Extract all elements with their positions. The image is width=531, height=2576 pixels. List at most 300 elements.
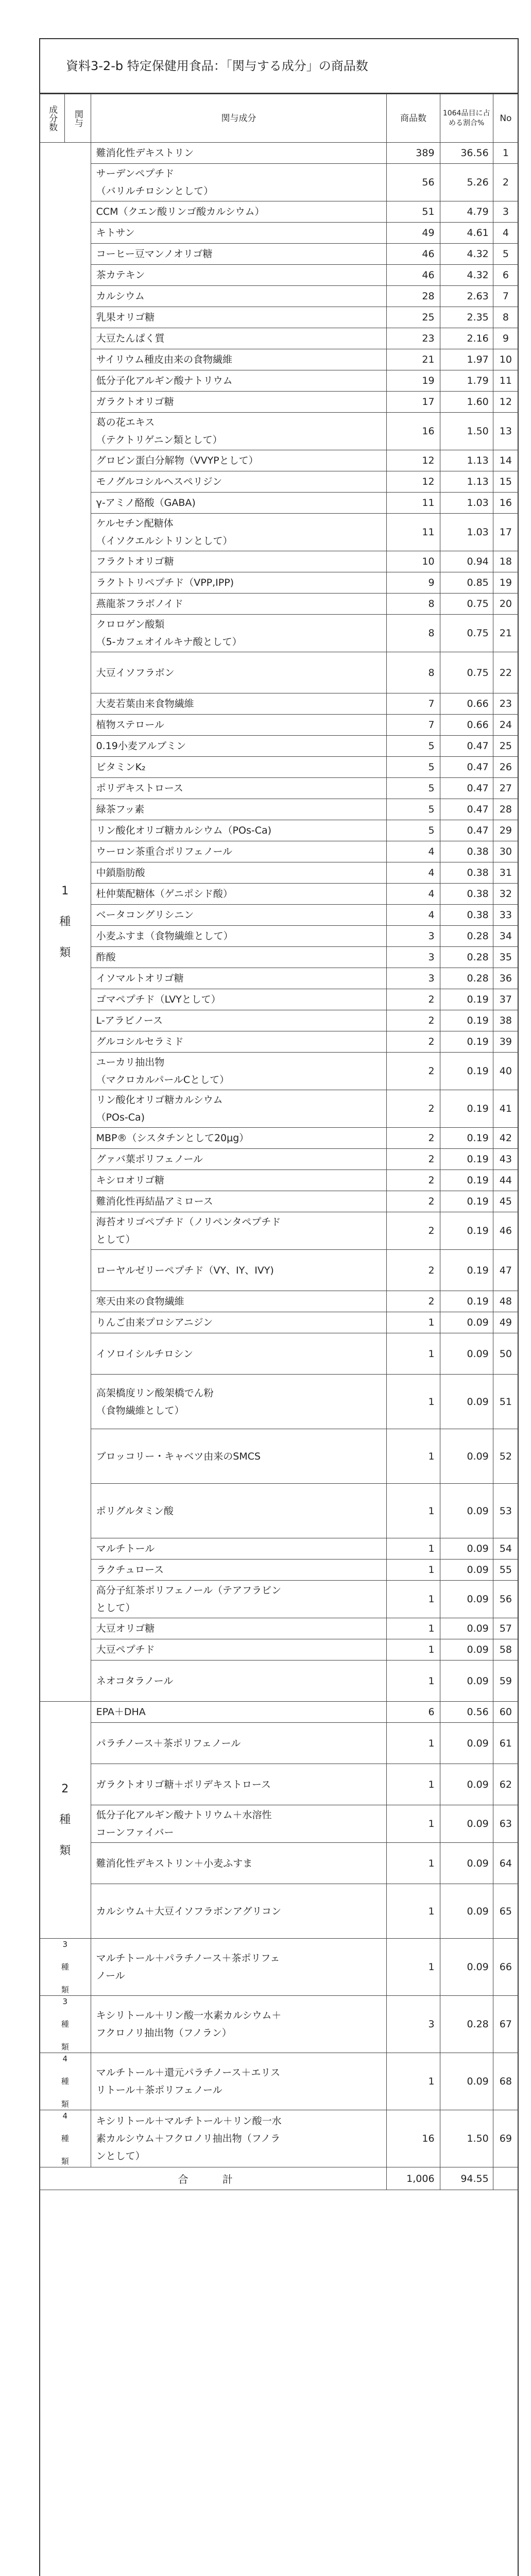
component-name xyxy=(91,1312,387,1333)
row-number: 49 xyxy=(493,1312,518,1333)
ratio-value: 0.38 xyxy=(440,884,493,905)
product-count: 5 xyxy=(387,757,440,778)
product-count: 1 xyxy=(387,1333,440,1375)
row-number: 19 xyxy=(493,572,518,594)
product-count: 46 xyxy=(387,265,440,286)
component-name xyxy=(91,1996,387,2053)
component-name-line: ポリデキストロース xyxy=(96,783,183,794)
component-name xyxy=(91,392,387,413)
table-row xyxy=(40,1843,519,1884)
ratio-value: 0.75 xyxy=(440,594,493,615)
table-row xyxy=(40,223,519,244)
row-number: 60 xyxy=(493,1702,518,1723)
row-number: 2 xyxy=(493,164,518,201)
component-name-line: ユーカリ抽出物 xyxy=(96,1057,165,1068)
component-name xyxy=(91,413,387,450)
ratio-value: 0.09 xyxy=(440,1581,493,1618)
table-row xyxy=(40,615,519,652)
component-name-line: 大豆オリゴ糖 xyxy=(96,1623,155,1634)
component-name xyxy=(91,862,387,884)
component-name xyxy=(91,1723,387,1764)
ratio-value: 1.79 xyxy=(440,370,493,392)
table-row xyxy=(40,286,519,307)
product-count: 1 xyxy=(387,1764,440,1805)
component-name-line: クロロゲン酸類 xyxy=(96,619,165,630)
component-name-line: カルシウム xyxy=(96,291,145,302)
component-name-line: りんご由来プロシアニジン xyxy=(96,1317,213,1328)
ratio-value: 1.50 xyxy=(440,2110,493,2167)
component-name xyxy=(91,778,387,799)
component-name xyxy=(91,1581,387,1618)
ratio-value: 1.03 xyxy=(440,514,493,551)
table-row xyxy=(40,693,519,715)
component-name-line: 高架橋度リン酸架橋でん粉 xyxy=(96,1387,214,1399)
row-number: 58 xyxy=(493,1639,518,1660)
component-name xyxy=(91,349,387,370)
product-count: 2 xyxy=(387,1212,440,1250)
component-name-line: 大豆たんぱく質 xyxy=(96,333,165,344)
component-name-line: グァバ葉ポリフェノール xyxy=(96,1154,203,1165)
component-name-line: （マクロカルパールCとして） xyxy=(96,1074,230,1086)
component-name-line: 難消化性再結晶アミロース xyxy=(96,1196,213,1207)
table-row xyxy=(40,1149,519,1170)
product-count: 5 xyxy=(387,799,440,820)
component-name-line: 緑茶フッ素 xyxy=(96,804,145,815)
component-name xyxy=(91,1764,387,1805)
component-name-line: 中鎖脂肪酸 xyxy=(96,867,145,878)
component-name-line: 難消化性デキストリン xyxy=(96,147,194,159)
ratio-value: 0.75 xyxy=(440,615,493,652)
component-name xyxy=(91,736,387,757)
ratio-value: 0.47 xyxy=(440,820,493,841)
component-name-line: フクロノリ抽出物（フノラン） xyxy=(96,2027,232,2039)
table-row xyxy=(40,450,519,471)
product-count: 1 xyxy=(387,1805,440,1843)
product-count: 1 xyxy=(387,1560,440,1581)
table-row xyxy=(40,265,519,286)
table-row xyxy=(40,1764,519,1805)
table-row xyxy=(40,1996,519,2053)
component-name-line: サイリウム種皮由来の食物繊維 xyxy=(96,354,233,365)
table-row xyxy=(40,1581,519,1618)
table-row xyxy=(40,905,519,926)
component-name xyxy=(91,1560,387,1581)
component-name xyxy=(91,947,387,968)
product-count: 3 xyxy=(387,968,440,989)
row-number: 28 xyxy=(493,799,518,820)
component-name xyxy=(91,1884,387,1939)
product-count: 2 xyxy=(387,1250,440,1291)
table-row xyxy=(40,715,519,736)
component-name-line: 大麦若葉由来食物繊維 xyxy=(96,698,194,709)
ratio-value: 0.09 xyxy=(440,1618,493,1639)
component-name-line: 植物ステロール xyxy=(96,719,164,731)
component-name xyxy=(91,693,387,715)
product-count: 2 xyxy=(387,1031,440,1053)
row-number: 29 xyxy=(493,820,518,841)
row-number: 10 xyxy=(493,349,518,370)
table-row xyxy=(40,307,519,328)
product-count: 10 xyxy=(387,551,440,572)
row-number: 20 xyxy=(493,594,518,615)
product-count: 12 xyxy=(387,450,440,471)
component-name xyxy=(91,884,387,905)
component-name xyxy=(91,2053,387,2110)
row-number: 38 xyxy=(493,1010,518,1031)
ratio-value: 0.09 xyxy=(440,1884,493,1939)
table-row xyxy=(40,862,519,884)
ratio-value: 0.09 xyxy=(440,1538,493,1560)
table-row xyxy=(40,778,519,799)
row-number: 45 xyxy=(493,1191,518,1212)
component-name-line: コーヒー豆マンノオリゴ糖 xyxy=(96,248,213,260)
component-name xyxy=(91,244,387,265)
row-number: 39 xyxy=(493,1031,518,1053)
table-row xyxy=(40,989,519,1010)
row-number: 5 xyxy=(493,244,518,265)
product-count: 2 xyxy=(387,1090,440,1128)
header-count-kinds: 成分数 xyxy=(40,94,65,143)
component-name xyxy=(91,370,387,392)
ratio-value: 0.28 xyxy=(440,1996,493,2053)
ratio-value: 0.09 xyxy=(440,1560,493,1581)
row-number: 57 xyxy=(493,1618,518,1639)
document-title: 資料3-2-b 特定保健用食品：「関与する成分」の商品数 xyxy=(39,38,519,94)
row-number: 37 xyxy=(493,989,518,1010)
component-name-line: 大豆ペプチド xyxy=(96,1644,155,1655)
table-row xyxy=(40,2110,519,2167)
component-name xyxy=(91,652,387,693)
product-count: 12 xyxy=(387,471,440,493)
row-number: 54 xyxy=(493,1538,518,1560)
product-count: 8 xyxy=(387,652,440,693)
row-number: 35 xyxy=(493,947,518,968)
row-number: 12 xyxy=(493,392,518,413)
component-name xyxy=(91,1484,387,1538)
table-row xyxy=(40,947,519,968)
table-row xyxy=(40,244,519,265)
product-count: 5 xyxy=(387,736,440,757)
table-row xyxy=(40,1128,519,1149)
component-name xyxy=(91,799,387,820)
row-number: 40 xyxy=(493,1053,518,1090)
component-name-line: MBP®（シスタチンとして20μg） xyxy=(96,1132,249,1144)
row-number: 63 xyxy=(493,1805,518,1843)
table-row xyxy=(40,799,519,820)
component-name-line: ローヤルゼリーペプチド（VY、IY、IVY) xyxy=(96,1264,274,1276)
component-name xyxy=(91,989,387,1010)
table-row xyxy=(40,926,519,947)
component-name-line: EPA＋DHA xyxy=(96,1706,146,1718)
component-name-line: γ-アミノ酪酸（GABA) xyxy=(96,497,196,509)
product-count: 1 xyxy=(387,1884,440,1939)
row-number: 42 xyxy=(493,1128,518,1149)
ratio-value: 1.13 xyxy=(440,450,493,471)
row-number: 30 xyxy=(493,841,518,862)
table-row xyxy=(40,413,519,450)
product-count: 11 xyxy=(387,514,440,551)
product-count: 1 xyxy=(387,1538,440,1560)
row-number: 47 xyxy=(493,1250,518,1291)
ratio-value: 4.32 xyxy=(440,244,493,265)
ratio-value: 0.09 xyxy=(440,2053,493,2110)
component-name xyxy=(91,143,387,164)
ratio-value: 0.19 xyxy=(440,1212,493,1250)
component-name xyxy=(91,1250,387,1291)
ratio-value: 0.09 xyxy=(440,1484,493,1538)
component-name-line: （食物繊維として） xyxy=(96,1404,184,1416)
product-count: 5 xyxy=(387,820,440,841)
component-name-line: ブロッコリー・キャベツ由来のSMCS xyxy=(96,1450,261,1462)
table-row xyxy=(40,349,519,370)
component-name-line: ンとして） xyxy=(96,2150,145,2162)
component-name-line: として） xyxy=(96,1602,135,1614)
table-row xyxy=(40,1429,519,1484)
table-row xyxy=(40,2053,519,2110)
table-row xyxy=(40,493,519,514)
component-name-line: 高分子紅茶ポリフェノール（テアフラビン xyxy=(96,1585,282,1596)
ratio-value: 0.19 xyxy=(440,1090,493,1128)
row-number: 26 xyxy=(493,757,518,778)
ratio-value: 2.63 xyxy=(440,286,493,307)
component-name-line: 茶カテキン xyxy=(96,269,145,281)
row-number: 32 xyxy=(493,884,518,905)
component-name-line: ノール xyxy=(96,1970,125,1981)
product-count: 8 xyxy=(387,594,440,615)
ratio-value: 0.47 xyxy=(440,799,493,820)
product-count: 1 xyxy=(387,1375,440,1429)
product-count: 1 xyxy=(387,1939,440,1996)
row-number: 31 xyxy=(493,862,518,884)
component-name xyxy=(91,471,387,493)
table-row xyxy=(40,1375,519,1429)
component-name xyxy=(91,307,387,328)
ratio-value: 5.26 xyxy=(440,164,493,201)
component-name-line: サーデンペプチド xyxy=(96,168,175,179)
product-count: 2 xyxy=(387,989,440,1010)
row-number: 55 xyxy=(493,1560,518,1581)
component-name-line: リン酸化オリゴ糖カルシウム（POs-Ca) xyxy=(96,825,272,836)
row-number: 33 xyxy=(493,905,518,926)
row-number: 69 xyxy=(493,2110,518,2167)
ratio-value: 36.56 xyxy=(440,143,493,164)
group-label: 4 種 類 xyxy=(40,2110,91,2167)
row-number: 68 xyxy=(493,2053,518,2110)
ratio-value: 0.38 xyxy=(440,905,493,926)
table-row xyxy=(40,841,519,862)
row-number: 3 xyxy=(493,201,518,223)
component-name-line: カルシウム＋大豆イソフラボンアグリコン xyxy=(96,1905,281,1917)
component-name xyxy=(91,1939,387,1996)
ratio-value: 0.56 xyxy=(440,1702,493,1723)
component-name xyxy=(91,1212,387,1250)
ratio-value: 0.09 xyxy=(440,1660,493,1702)
product-count: 1 xyxy=(387,1660,440,1702)
ratio-value: 0.09 xyxy=(440,1375,493,1429)
table-row xyxy=(40,1333,519,1375)
component-name xyxy=(91,450,387,471)
product-count: 46 xyxy=(387,244,440,265)
table-row xyxy=(40,1939,519,1996)
ratio-value: 0.19 xyxy=(440,1053,493,1090)
component-name-line: ラクトトリペプチド（VPP,IPP) xyxy=(96,577,234,588)
component-name-line: （POs-Ca) xyxy=(96,1112,145,1123)
product-count: 4 xyxy=(387,862,440,884)
row-number: 56 xyxy=(493,1581,518,1618)
row-number: 15 xyxy=(493,471,518,493)
ratio-value: 0.19 xyxy=(440,1291,493,1312)
product-count: 1 xyxy=(387,1639,440,1660)
component-name-line: 葛の花エキス xyxy=(96,417,155,428)
product-count: 2 xyxy=(387,1191,440,1212)
ratio-value: 1.60 xyxy=(440,392,493,413)
component-name-line: マルチトール＋還元パラチノース＋エリス xyxy=(96,2067,280,2078)
row-number: 4 xyxy=(493,223,518,244)
component-name xyxy=(91,594,387,615)
component-name xyxy=(91,757,387,778)
product-count: 2 xyxy=(387,1053,440,1090)
ratio-value: 0.94 xyxy=(440,551,493,572)
group-label: 3 種 類 xyxy=(40,1939,91,1996)
product-count: 1 xyxy=(387,1312,440,1333)
component-name xyxy=(91,1805,387,1843)
ratio-value: 0.19 xyxy=(440,1191,493,1212)
table-row xyxy=(40,1250,519,1291)
product-count: 389 xyxy=(387,143,440,164)
ratio-value: 0.09 xyxy=(440,1429,493,1484)
product-count: 1 xyxy=(387,1843,440,1884)
row-number: 48 xyxy=(493,1291,518,1312)
product-count: 1 xyxy=(387,1581,440,1618)
ratio-value: 0.66 xyxy=(440,693,493,715)
component-name xyxy=(91,201,387,223)
component-name xyxy=(91,820,387,841)
component-name-line: マルチトール xyxy=(96,1543,155,1554)
row-number: 25 xyxy=(493,736,518,757)
table-row xyxy=(40,551,519,572)
row-number: 22 xyxy=(493,652,518,693)
row-number: 51 xyxy=(493,1375,518,1429)
component-name xyxy=(91,1375,387,1429)
component-name-line: ゴマペプチド（LVYとして） xyxy=(96,994,221,1005)
component-name xyxy=(91,841,387,862)
table-row xyxy=(40,471,519,493)
ratio-value: 0.19 xyxy=(440,1128,493,1149)
ratio-value: 0.47 xyxy=(440,736,493,757)
table-row xyxy=(40,884,519,905)
product-count: 1 xyxy=(387,1723,440,1764)
component-name xyxy=(91,1429,387,1484)
table-row xyxy=(40,1031,519,1053)
product-count: 9 xyxy=(387,572,440,594)
component-name-line: （テクトリゲニン類として） xyxy=(96,434,222,446)
ratio-value: 0.09 xyxy=(440,1639,493,1660)
ratio-value: 0.38 xyxy=(440,841,493,862)
total-count: 1,006 xyxy=(387,2167,440,2190)
product-count: 51 xyxy=(387,201,440,223)
component-name-line: ビタミンK₂ xyxy=(96,761,146,773)
table-row xyxy=(40,1191,519,1212)
component-name xyxy=(91,1170,387,1191)
table-row xyxy=(40,1639,519,1660)
product-count: 19 xyxy=(387,370,440,392)
component-name-line: 酢酸 xyxy=(96,952,116,963)
product-count: 49 xyxy=(387,223,440,244)
ratio-value: 0.66 xyxy=(440,715,493,736)
table-row xyxy=(40,1312,519,1333)
product-count: 2 xyxy=(387,1149,440,1170)
row-number: 53 xyxy=(493,1484,518,1538)
row-number: 44 xyxy=(493,1170,518,1191)
ratio-value: 0.09 xyxy=(440,1333,493,1375)
component-name xyxy=(91,715,387,736)
component-table xyxy=(39,94,519,2190)
table-row xyxy=(40,164,519,201)
ratio-value: 0.09 xyxy=(440,1312,493,1333)
row-number: 65 xyxy=(493,1884,518,1939)
ratio-value: 0.19 xyxy=(440,989,493,1010)
component-name xyxy=(91,1191,387,1212)
header-products: 商品数 xyxy=(387,94,440,143)
component-name-line: 杜仲葉配糖体（ゲニポシド酸） xyxy=(96,888,233,900)
product-count: 7 xyxy=(387,715,440,736)
total-row xyxy=(40,2167,519,2190)
component-name xyxy=(91,1538,387,1560)
header-ratio: 1064品目に占める割合% xyxy=(440,94,493,143)
ratio-value: 0.28 xyxy=(440,926,493,947)
component-name-line: ポリグルタミン酸 xyxy=(96,1505,174,1517)
product-count: 11 xyxy=(387,493,440,514)
ratio-value: 0.09 xyxy=(440,1723,493,1764)
product-count: 3 xyxy=(387,947,440,968)
component-name xyxy=(91,223,387,244)
ratio-value: 0.19 xyxy=(440,1031,493,1053)
product-count: 4 xyxy=(387,905,440,926)
ratio-value: 0.19 xyxy=(440,1250,493,1291)
component-name-line: リトール＋茶ポリフェノール xyxy=(96,2084,222,2096)
table-body xyxy=(40,143,519,2190)
component-name-line: （バリルチロシンとして） xyxy=(96,185,214,197)
product-count: 4 xyxy=(387,884,440,905)
component-name-line: 海苔オリゴペプチド（ノリペンタペプチド xyxy=(96,1216,281,1228)
table-row xyxy=(40,370,519,392)
group-label: 2 種 類 xyxy=(40,1702,91,1939)
table-row xyxy=(40,328,519,349)
component-name-line: ネオコタラノール xyxy=(96,1675,174,1687)
component-name xyxy=(91,493,387,514)
component-name-line: 低分子化アルギン酸ナトリウム＋水溶性 xyxy=(96,1809,272,1821)
ratio-value: 0.75 xyxy=(440,652,493,693)
component-name-line: ケルセチン配糖体 xyxy=(96,518,174,529)
ratio-value: 0.47 xyxy=(440,778,493,799)
row-number: 23 xyxy=(493,693,518,715)
component-name xyxy=(91,1149,387,1170)
row-number: 11 xyxy=(493,370,518,392)
component-name xyxy=(91,1639,387,1660)
row-number: 27 xyxy=(493,778,518,799)
product-count: 3 xyxy=(387,926,440,947)
component-name-line: キシリトール＋リン酸一水素カルシウム＋ xyxy=(96,2010,282,2021)
table-row xyxy=(40,1484,519,1538)
component-name xyxy=(91,164,387,201)
ratio-value: 0.38 xyxy=(440,862,493,884)
row-number: 18 xyxy=(493,551,518,572)
component-name-line: パラチノース＋茶ポリフェノール xyxy=(96,1737,241,1749)
header-component: 関与成分 xyxy=(91,94,387,143)
component-name xyxy=(91,1291,387,1312)
ratio-value: 0.09 xyxy=(440,1764,493,1805)
row-number: 67 xyxy=(493,1996,518,2053)
